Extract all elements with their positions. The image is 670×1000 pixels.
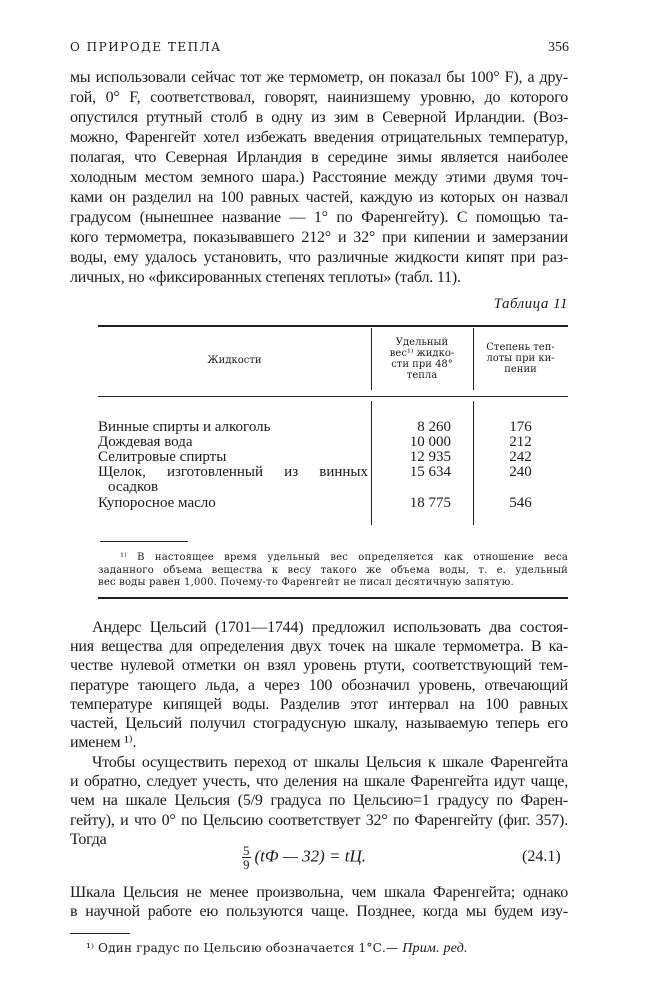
text-line: опустился ртутный столб в одну из зим в Северной Ирландии. (Воз- bbox=[70, 109, 568, 126]
text-line: мы использовали сейчас тот же термометр, он показал бы 100° F), а дру- bbox=[70, 69, 568, 86]
header-boiling-degree bbox=[473, 342, 568, 375]
text-line: гой, 0° F, соответствовал, говорят, наинизшему уровню, до которого bbox=[70, 89, 568, 106]
header-line: Удельный bbox=[395, 337, 449, 348]
fraction bbox=[242, 844, 251, 871]
text-line: заданного объема вещества к весу такого же объема воды, т. е. удельный bbox=[98, 564, 568, 576]
table-cell-weight: 12 935 bbox=[409, 449, 451, 465]
text-line: Чтобы осуществить переход от шкалы Цельсия к шкале Фаренгейта bbox=[92, 754, 568, 771]
column-divider bbox=[371, 328, 372, 390]
text-line: можно, Фаренгейт хотел избежать введения отрицательных температур, bbox=[70, 129, 568, 146]
header-line: вес¹⁾ жидко- bbox=[389, 348, 455, 359]
column-divider bbox=[473, 328, 474, 390]
table-top-rule bbox=[98, 325, 568, 327]
table-cell-weight: 10 000 bbox=[409, 434, 451, 450]
table-bottom-rule bbox=[98, 597, 568, 599]
footnote-text: ¹⁾ Один градус по Цельсию обозначается 1°С.— bbox=[86, 941, 403, 955]
fraction-denominator: 9 bbox=[243, 857, 250, 872]
footnote-rule bbox=[100, 541, 188, 542]
table-cell-weight: 15 634 bbox=[409, 464, 451, 480]
fraction-numerator: 5 bbox=[243, 843, 250, 858]
text-line: личных, но «фиксированных степенях теплоты» (табл. 11). bbox=[70, 269, 461, 286]
text-line: Тогда bbox=[70, 830, 107, 848]
table-cell-degree: 176 bbox=[509, 419, 532, 435]
text-line: воды, ему удалось установить, что различные жидкости кипят при раз- bbox=[70, 249, 568, 266]
running-title: О ПРИРОДЕ ТЕПЛА bbox=[70, 40, 222, 54]
table-cell-degree: 212 bbox=[509, 434, 532, 450]
page-footnote bbox=[86, 941, 468, 957]
editor-note: Прим. ред. bbox=[402, 941, 468, 956]
header-line: Степень теп- bbox=[486, 342, 555, 353]
formula-24-1 bbox=[242, 844, 366, 871]
paragraph-4 bbox=[70, 883, 568, 921]
table-cell-degree: 242 bbox=[509, 449, 532, 465]
text-line: в научной работе ею пользуются чаще. Позднее, когда мы будем изу- bbox=[70, 903, 568, 921]
text-line: кого термометра, показывавшего 212° и 32° при кипении и замерзании bbox=[70, 229, 568, 246]
page-number: 356 bbox=[548, 40, 569, 55]
table-footnote bbox=[98, 552, 568, 590]
text-line: температуре кипящей воды. Разделив этот интервал на 100 равных bbox=[70, 695, 568, 713]
table-cell-liquid: Купоросное масло bbox=[98, 495, 216, 511]
table-cell-liquid: Селитровые спирты bbox=[98, 449, 227, 465]
table-cell-degree: 240 bbox=[509, 464, 532, 480]
text-line: пературе тающего льда, а через 100 обозначил уровень, отвечающий bbox=[70, 676, 568, 694]
text-line: ¹⁾ В настоящее время удельный вес определяется как отношение веса bbox=[120, 552, 568, 563]
header-line: лоты при ки- bbox=[486, 353, 555, 364]
table-cell-liquid_cont: осадков bbox=[108, 479, 159, 495]
header-line: тепла bbox=[406, 370, 438, 381]
text-line: и обратно, следует учесть, что деления на шкале Фаренгейта идут чаще, bbox=[70, 773, 568, 791]
text-line: именем ¹⁾. bbox=[70, 734, 137, 752]
table-cell-degree: 546 bbox=[509, 495, 532, 511]
table-cell-weight: 18 775 bbox=[409, 495, 451, 511]
text-line: Андерс Цельсий (1701—1744) предложил использовать два состоя- bbox=[92, 619, 568, 636]
header-line: пении bbox=[504, 364, 537, 375]
text-line: ками он разделил на 100 равных частей, каждую из которых он назвал bbox=[70, 189, 568, 206]
table-cell-liquid: Винные спирты и алкоголь bbox=[98, 419, 271, 435]
text-line: ния вещества для определения двух точек на шкале термометра. В ка- bbox=[70, 638, 568, 656]
table-cell-liquid: Щелок, изготовленный из винных bbox=[98, 464, 368, 480]
header-specific-weight bbox=[371, 337, 473, 381]
table-caption: Таблица 11 bbox=[493, 296, 568, 312]
header-line: сти при 48° bbox=[391, 359, 453, 370]
text-line: полагая, что Северная Ирландия в середине зимы является наиболее bbox=[70, 149, 568, 166]
formula-expression: (tФ — 32) = tЦ. bbox=[254, 846, 367, 866]
header-liquids: Жидкости bbox=[207, 355, 262, 366]
text-line: частей, Цельсий получил стоградусную шкалу, называемую теперь его bbox=[70, 714, 568, 732]
page-footnote-rule bbox=[70, 933, 130, 934]
paragraph-2 bbox=[70, 618, 568, 752]
table-cell-weight: 8 260 bbox=[417, 419, 451, 435]
text-line: честве нулевой отметки он взял уровень ртути, соответствующий тем- bbox=[70, 657, 568, 675]
paragraph-3 bbox=[70, 753, 568, 849]
text-line: вес воды равен 1,000. Почему-то Фаренгейт не писал десятичную запятую. bbox=[98, 577, 514, 588]
text-line: холодным местом земного шара.) Расстояние между этими двумя точ- bbox=[70, 169, 568, 186]
text-line: гейту), и что 0° по Цельсию соответствует 32° по Фаренгейту (фиг. 357). bbox=[70, 811, 568, 829]
text-line: Шкала Цельсия не менее произвольна, чем шкала Фаренгейта; однако bbox=[70, 884, 568, 901]
paragraph-1 bbox=[70, 68, 568, 288]
text-line: градусом (нынешнее название — 1° по Фаренгейту). С помощью та- bbox=[70, 209, 568, 226]
text-line: чем на шкале Цельсия (5/9 градуса по Цельсию=1 градусу по Фарен- bbox=[70, 792, 568, 810]
equation-number: (24.1) bbox=[522, 848, 561, 865]
table-header-rule bbox=[98, 396, 568, 397]
table-cell-liquid: Дождевая вода bbox=[98, 434, 193, 450]
